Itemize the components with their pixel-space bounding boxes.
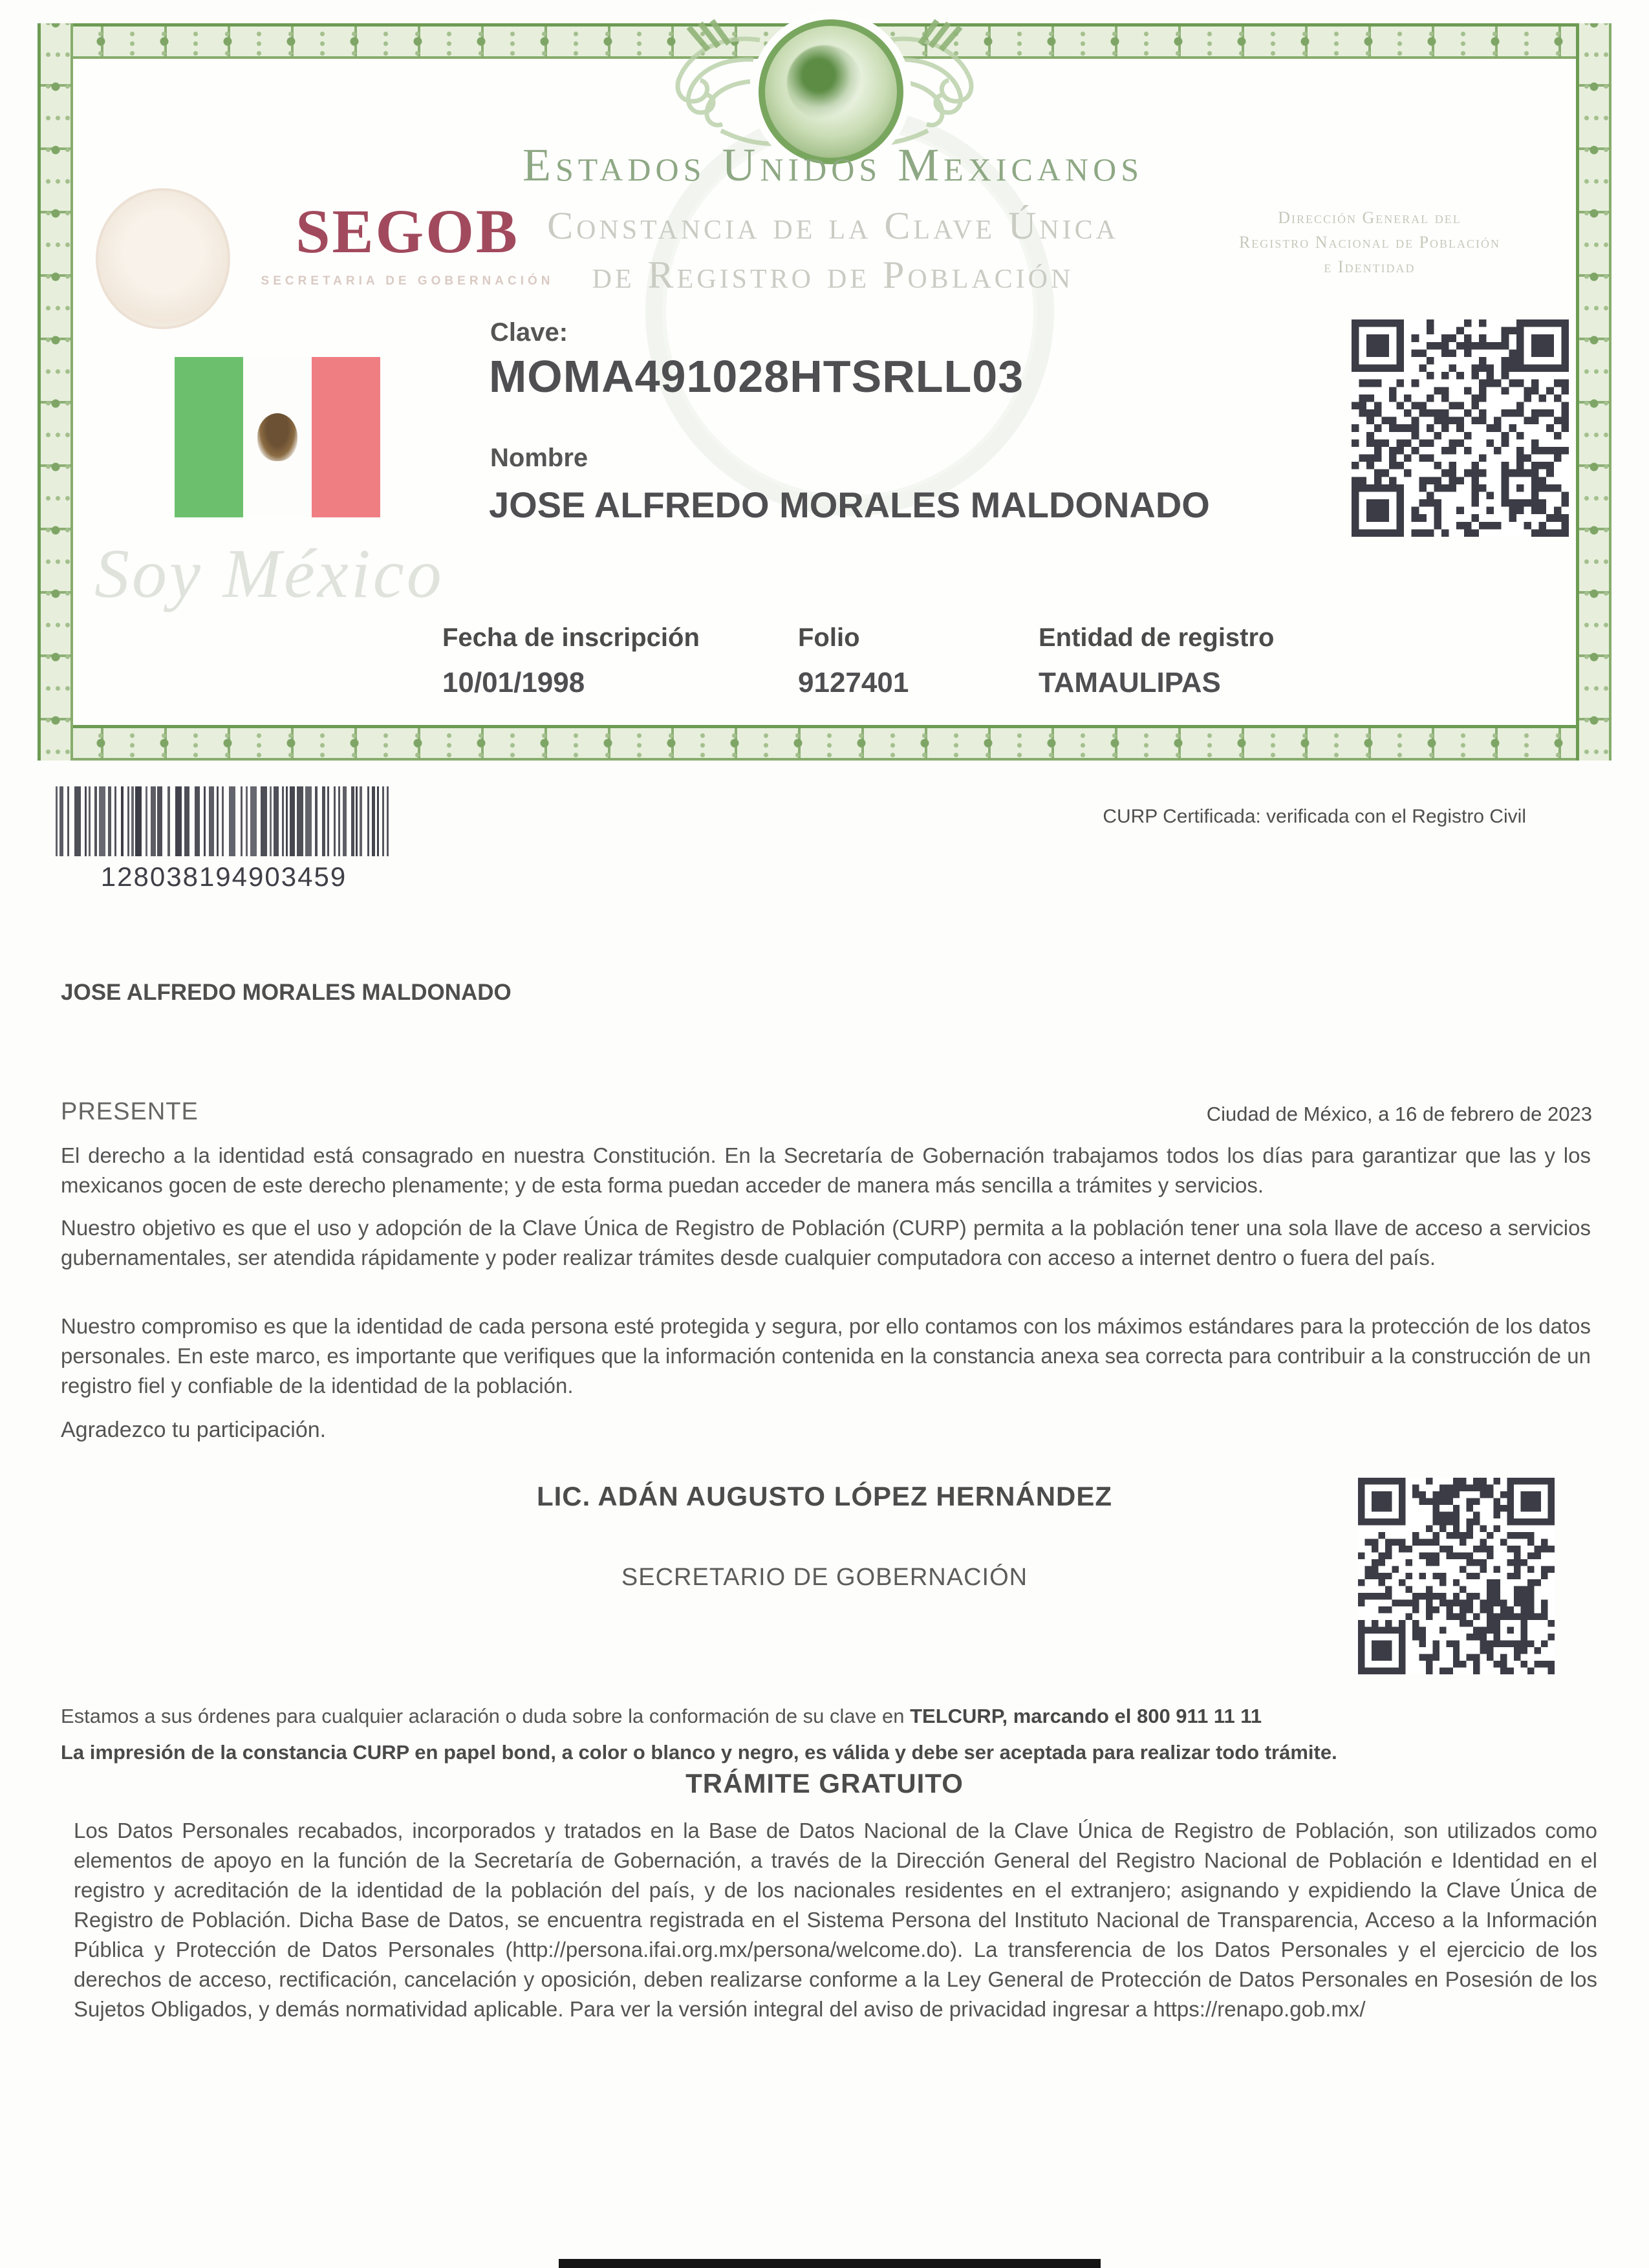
contact-line [61, 1705, 1591, 1728]
letter-paragraph-3: Nuestro compromiso es que la identidad de cada persona esté protegida y segura, por ello contamos con los máximos estándares para la protección de los datos personales. En este marco, es importante que verifiques que la información contenida en la constancia anexa sea correcta para contribuir a la construcción de un registro fiel y confiable de la identidad de la población. [61, 1314, 1591, 1398]
flag-emblem-icon [257, 413, 297, 461]
curp-certificate [38, 23, 1611, 761]
mexican-flag-icon [175, 357, 380, 517]
privacy-notice: Los Datos Personales recabados, incorporados y tratados en la Base de Datos Nacional de la Clave Única de Registro de Población, son utilizados como elementos de apoyo en la función de la Secretaría de Gobernación, a través de la Dirección General del Registro Nacional de Población e Identidad en el registro y acreditación de la identidad de la población del país, y de los nacionales residentes en el extranjero; asignando y expidiendo la Clave Única de Registro de Población. Dicha Base de Datos, se encuentra registrada en el Sistema Persona del Instituto Nacional de Transparencia, Acceso a la Información Pública y Protección de Datos Personales (http://persona.ifai.org.mx/persona/welcome.do). La transferencia de los Datos Personales y el ejercicio de los derechos de acceso, rectificación, cancelación y oposición, deben realizarse conforme a la Ley General de Protección de Datos Personales en Posesión de los Sujetos Obligados, y demás normatividad aplicable. Para ver la versión integral del aviso de privacidad ingresar a https://renapo.gob.mx/ [74, 1819, 1597, 2021]
certificate-subtitle-line1: Constancia de la Clave Única [547, 204, 1119, 247]
field-label: Entidad de registro [1039, 623, 1275, 652]
certificate-subtitle-line2: de Registro de Población [592, 254, 1074, 296]
field-value: 9127401 [798, 667, 909, 698]
segob-logo: SEGOB [296, 197, 519, 266]
field-value: 10/01/1998 [442, 667, 585, 698]
field-entidad-registro [1039, 623, 1275, 699]
letter-recipient: JOSE ALFREDO MORALES MALDONADO [61, 980, 512, 1005]
field-fecha-inscripcion [442, 623, 700, 699]
field-folio [798, 623, 909, 699]
signatory-name: LIC. ADÁN AUGUSTO LÓPEZ HERNÁNDEZ [536, 1481, 1113, 1511]
field-label: Fecha de inscripción [442, 623, 700, 652]
ornamental-border-bottom [38, 725, 1611, 761]
salutation-row [61, 1098, 1592, 1126]
certificate-title-block [438, 138, 1227, 299]
field-value: TAMAULIPAS [1039, 667, 1221, 698]
barcode-number: 128038194903459 [100, 861, 347, 892]
segob-caption: SECRETARIA DE GOBERNACIÓN [261, 274, 554, 288]
segob-eagle-watermark-icon [96, 188, 230, 329]
curp-clave-value: MOMA491028HTSRLL03 [489, 351, 1024, 402]
free-procedure-notice: TRÁMITE GRATUITO [685, 1768, 964, 1798]
letter-closing: Agradezco tu participación. [61, 1418, 327, 1442]
qr-code-letter [1358, 1478, 1555, 1674]
agency-name: Dirección General del Registro Nacional de Población e Identidad [1238, 208, 1501, 276]
ornamental-border-right [1576, 23, 1611, 761]
qr-code-certificate [1352, 319, 1569, 537]
nombre-value: JOSE ALFREDO MORALES MALDONADO [489, 484, 1210, 525]
dateline: Ciudad de México, a 16 de febrero de 2023 [1206, 1103, 1592, 1125]
certificate-country-title: Estados Unidos Mexicanos [522, 139, 1144, 191]
certification-note: CURP Certificada: verificada con el Registro Civil [1103, 806, 1526, 827]
clave-label: Clave: [490, 318, 568, 347]
contact-text: Estamos a sus órdenes para cualquier aclaración o duda sobre la conformación de su clave en [61, 1705, 911, 1727]
ornamental-border-left [38, 23, 73, 761]
scan-artifact-bar [559, 2259, 1101, 2268]
field-label: Folio [798, 623, 860, 652]
print-validity-notice: La impresión de la constancia CURP en papel bond, a color o blanco y negro, es válida y debe ser aceptada para realizar todo trámite. [61, 1741, 1337, 1764]
soy-mexico-watermark: Soy México [94, 535, 444, 612]
letter-paragraph-2: Nuestro objetivo es que el uso y adopción de la Clave Única de Registro de Población (CURP) permita a la población tener una sola llave de acceso a servicios gubernamentales, ser atendida rápidamente y poder realizar trámites desde cualquier computadora con acceso a internet dentro o fuera del país. [61, 1216, 1591, 1269]
signatory-title: SECRETARIO DE GOBERNACIÓN [621, 1564, 1028, 1591]
contact-phone: TELCURP, marcando el 800 911 11 11 [910, 1705, 1262, 1727]
salutation: PRESENTE [61, 1098, 199, 1125]
barcode [56, 786, 392, 856]
letter-paragraph-1: El derecho a la identidad está consagrado en nuestra Constitución. En la Secretaría de Gobernación trabajamos todos los días para garantizar que las y los mexicanos gocen de este derecho plenamente; y de esta forma puedan acceder de manera más sencilla a trámites y servicios. [61, 1143, 1591, 1197]
nombre-label: Nombre [490, 444, 588, 472]
